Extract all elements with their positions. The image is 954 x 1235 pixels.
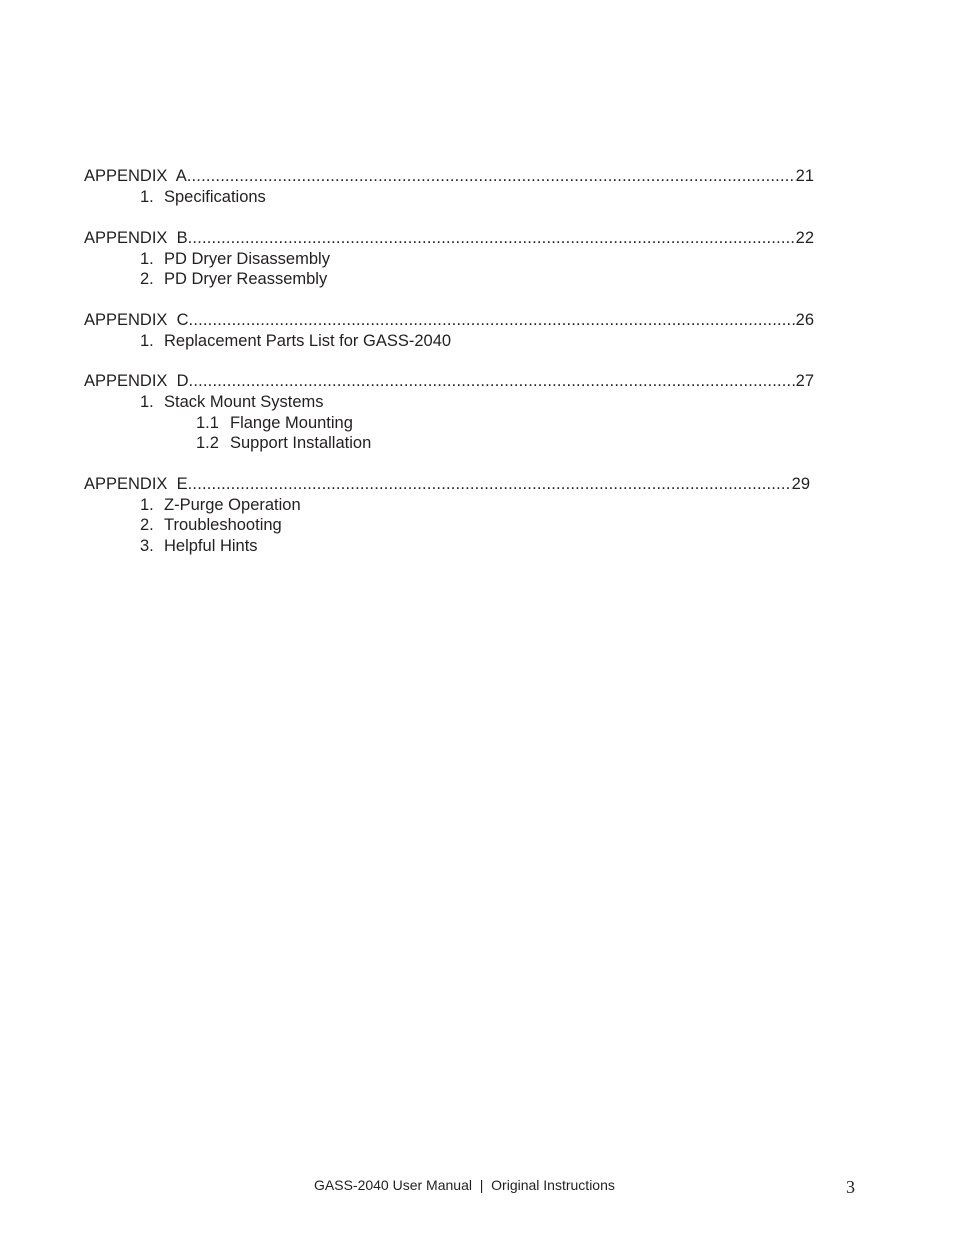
subitem-number: 1. — [140, 495, 154, 514]
appendix-d-section — [84, 371, 814, 454]
subitem-text: Stack Mount Systems — [164, 393, 324, 411]
dot-leader — [189, 310, 796, 331]
subsubitem-number: 1.1 — [196, 413, 219, 432]
appendix-e-section — [84, 474, 814, 557]
appendix-e-page: 29 — [791, 474, 810, 493]
subitem-text: Specifications — [164, 188, 266, 206]
subitem-text: Helpful Hints — [164, 536, 258, 555]
subitem-text: PD Dryer Reassembly — [164, 270, 328, 288]
subitem-number: 2. — [140, 270, 154, 288]
dot-leader — [189, 371, 796, 392]
subitem-text: Replacement Parts List for GASS-2040 — [164, 331, 452, 350]
appendix-b-section — [84, 228, 814, 290]
appendix-d-page: 27 — [795, 372, 814, 390]
appendix-a-label: APPENDIX A — [84, 167, 187, 185]
appendix-a-section — [84, 166, 814, 208]
appendix-c-page: 26 — [795, 310, 814, 329]
appendix-c-label: APPENDIX C — [84, 310, 189, 329]
subsubitem-text: Flange Mounting — [230, 413, 353, 432]
appendix-a-entry[interactable] — [84, 166, 814, 187]
subitem-number: 1. — [140, 393, 154, 411]
appendix-e-label: APPENDIX E — [84, 474, 188, 493]
page-number: 3 — [846, 1177, 855, 1197]
subitem-number: 1. — [140, 249, 154, 268]
subitem-text: PD Dryer Disassembly — [164, 249, 330, 268]
toc-subitem[interactable] — [84, 536, 814, 557]
appendix-b-entry[interactable] — [84, 228, 814, 249]
toc-subitem[interactable] — [84, 187, 814, 208]
subitem-text: Z-Purge Operation — [164, 495, 301, 514]
appendix-a-page: 21 — [795, 167, 814, 185]
dot-leader — [188, 474, 792, 495]
dot-leader — [188, 228, 796, 249]
toc-subitem[interactable] — [84, 515, 814, 536]
appendix-d-entry[interactable] — [84, 371, 814, 392]
footer-text: GASS-2040 User Manual | Original Instructions — [314, 1177, 615, 1193]
toc-subitem[interactable] — [84, 495, 814, 516]
toc-subitem[interactable] — [84, 331, 814, 352]
appendix-c-entry[interactable] — [84, 310, 814, 331]
subitem-number: 1. — [140, 331, 154, 350]
subsubitem-number: 1.2 — [196, 434, 219, 452]
dot-leader — [187, 166, 796, 187]
table-of-contents — [84, 166, 814, 576]
toc-subitem[interactable] — [84, 249, 814, 270]
subitem-number: 3. — [140, 536, 154, 555]
appendix-d-label: APPENDIX D — [84, 372, 189, 390]
page-footer — [0, 1176, 954, 1196]
appendix-e-entry[interactable] — [84, 474, 810, 495]
appendix-c-section — [84, 310, 814, 352]
subitem-number: 2. — [140, 516, 154, 534]
toc-subsubitem[interactable] — [84, 433, 814, 454]
appendix-b-page: 22 — [795, 228, 814, 247]
toc-subsubitem[interactable] — [84, 413, 814, 434]
toc-subitem[interactable] — [84, 269, 814, 290]
appendix-b-label: APPENDIX B — [84, 228, 188, 247]
subsubitem-text: Support Installation — [230, 434, 372, 452]
subitem-number: 1. — [140, 188, 154, 206]
toc-subitem[interactable] — [84, 392, 814, 413]
subitem-text: Troubleshooting — [164, 516, 282, 534]
